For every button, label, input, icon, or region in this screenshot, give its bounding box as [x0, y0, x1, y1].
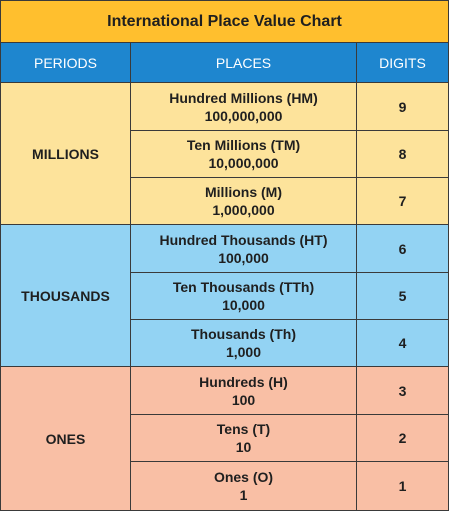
place-label: Ten Millions (TM)	[186, 137, 301, 153]
chart-title: International Place Value Chart	[1, 1, 448, 43]
period-millions: MILLIONS	[1, 83, 131, 225]
place-hundreds	[131, 367, 357, 415]
place-value: 10	[235, 439, 252, 455]
place-value: 10,000,000	[208, 155, 279, 171]
place-millions	[131, 178, 357, 225]
place-thousands	[131, 320, 357, 367]
place-value: 10,000	[222, 297, 265, 313]
header-digits: DIGITS	[357, 43, 448, 83]
place-hundred-thousands	[131, 225, 357, 273]
header-periods: PERIODS	[1, 43, 131, 83]
place-hundred-millions	[131, 83, 357, 131]
digit-9: 9	[357, 83, 448, 131]
place-label: Millions (M)	[205, 184, 282, 200]
place-ten-millions	[131, 131, 357, 178]
period-ones: ONES	[1, 367, 131, 510]
place-tens	[131, 415, 357, 462]
place-value: 100	[231, 391, 256, 408]
place-ten-thousands	[131, 273, 357, 320]
header-places: PLACES	[131, 43, 357, 83]
digit-6: 6	[357, 225, 448, 273]
place-value: 1	[239, 487, 248, 503]
place-label: Thousands (Th)	[191, 326, 296, 342]
digit-3: 3	[357, 367, 448, 415]
place-label: Tens (T)	[216, 421, 271, 437]
place-value: 1,000,000	[212, 202, 275, 218]
digit-8: 8	[357, 131, 448, 178]
place-label: Ones (O)	[213, 469, 274, 485]
place-ones	[131, 462, 357, 510]
place-value: 100,000,000	[204, 107, 283, 124]
place-value: 1,000	[225, 344, 262, 360]
digit-5: 5	[357, 273, 448, 320]
digit-7: 7	[357, 178, 448, 225]
digit-1: 1	[357, 462, 448, 510]
place-label: Hundreds (H)	[199, 373, 288, 390]
period-thousands: THOUSANDS	[1, 225, 131, 367]
place-value: 100,000	[218, 249, 269, 266]
place-label: Hundred Thousands (HT)	[159, 231, 328, 248]
place-label: Hundred Millions (HM)	[169, 89, 318, 106]
digit-2: 2	[357, 415, 448, 462]
place-label: Ten Thousands (TTh)	[172, 279, 315, 295]
digit-4: 4	[357, 320, 448, 367]
